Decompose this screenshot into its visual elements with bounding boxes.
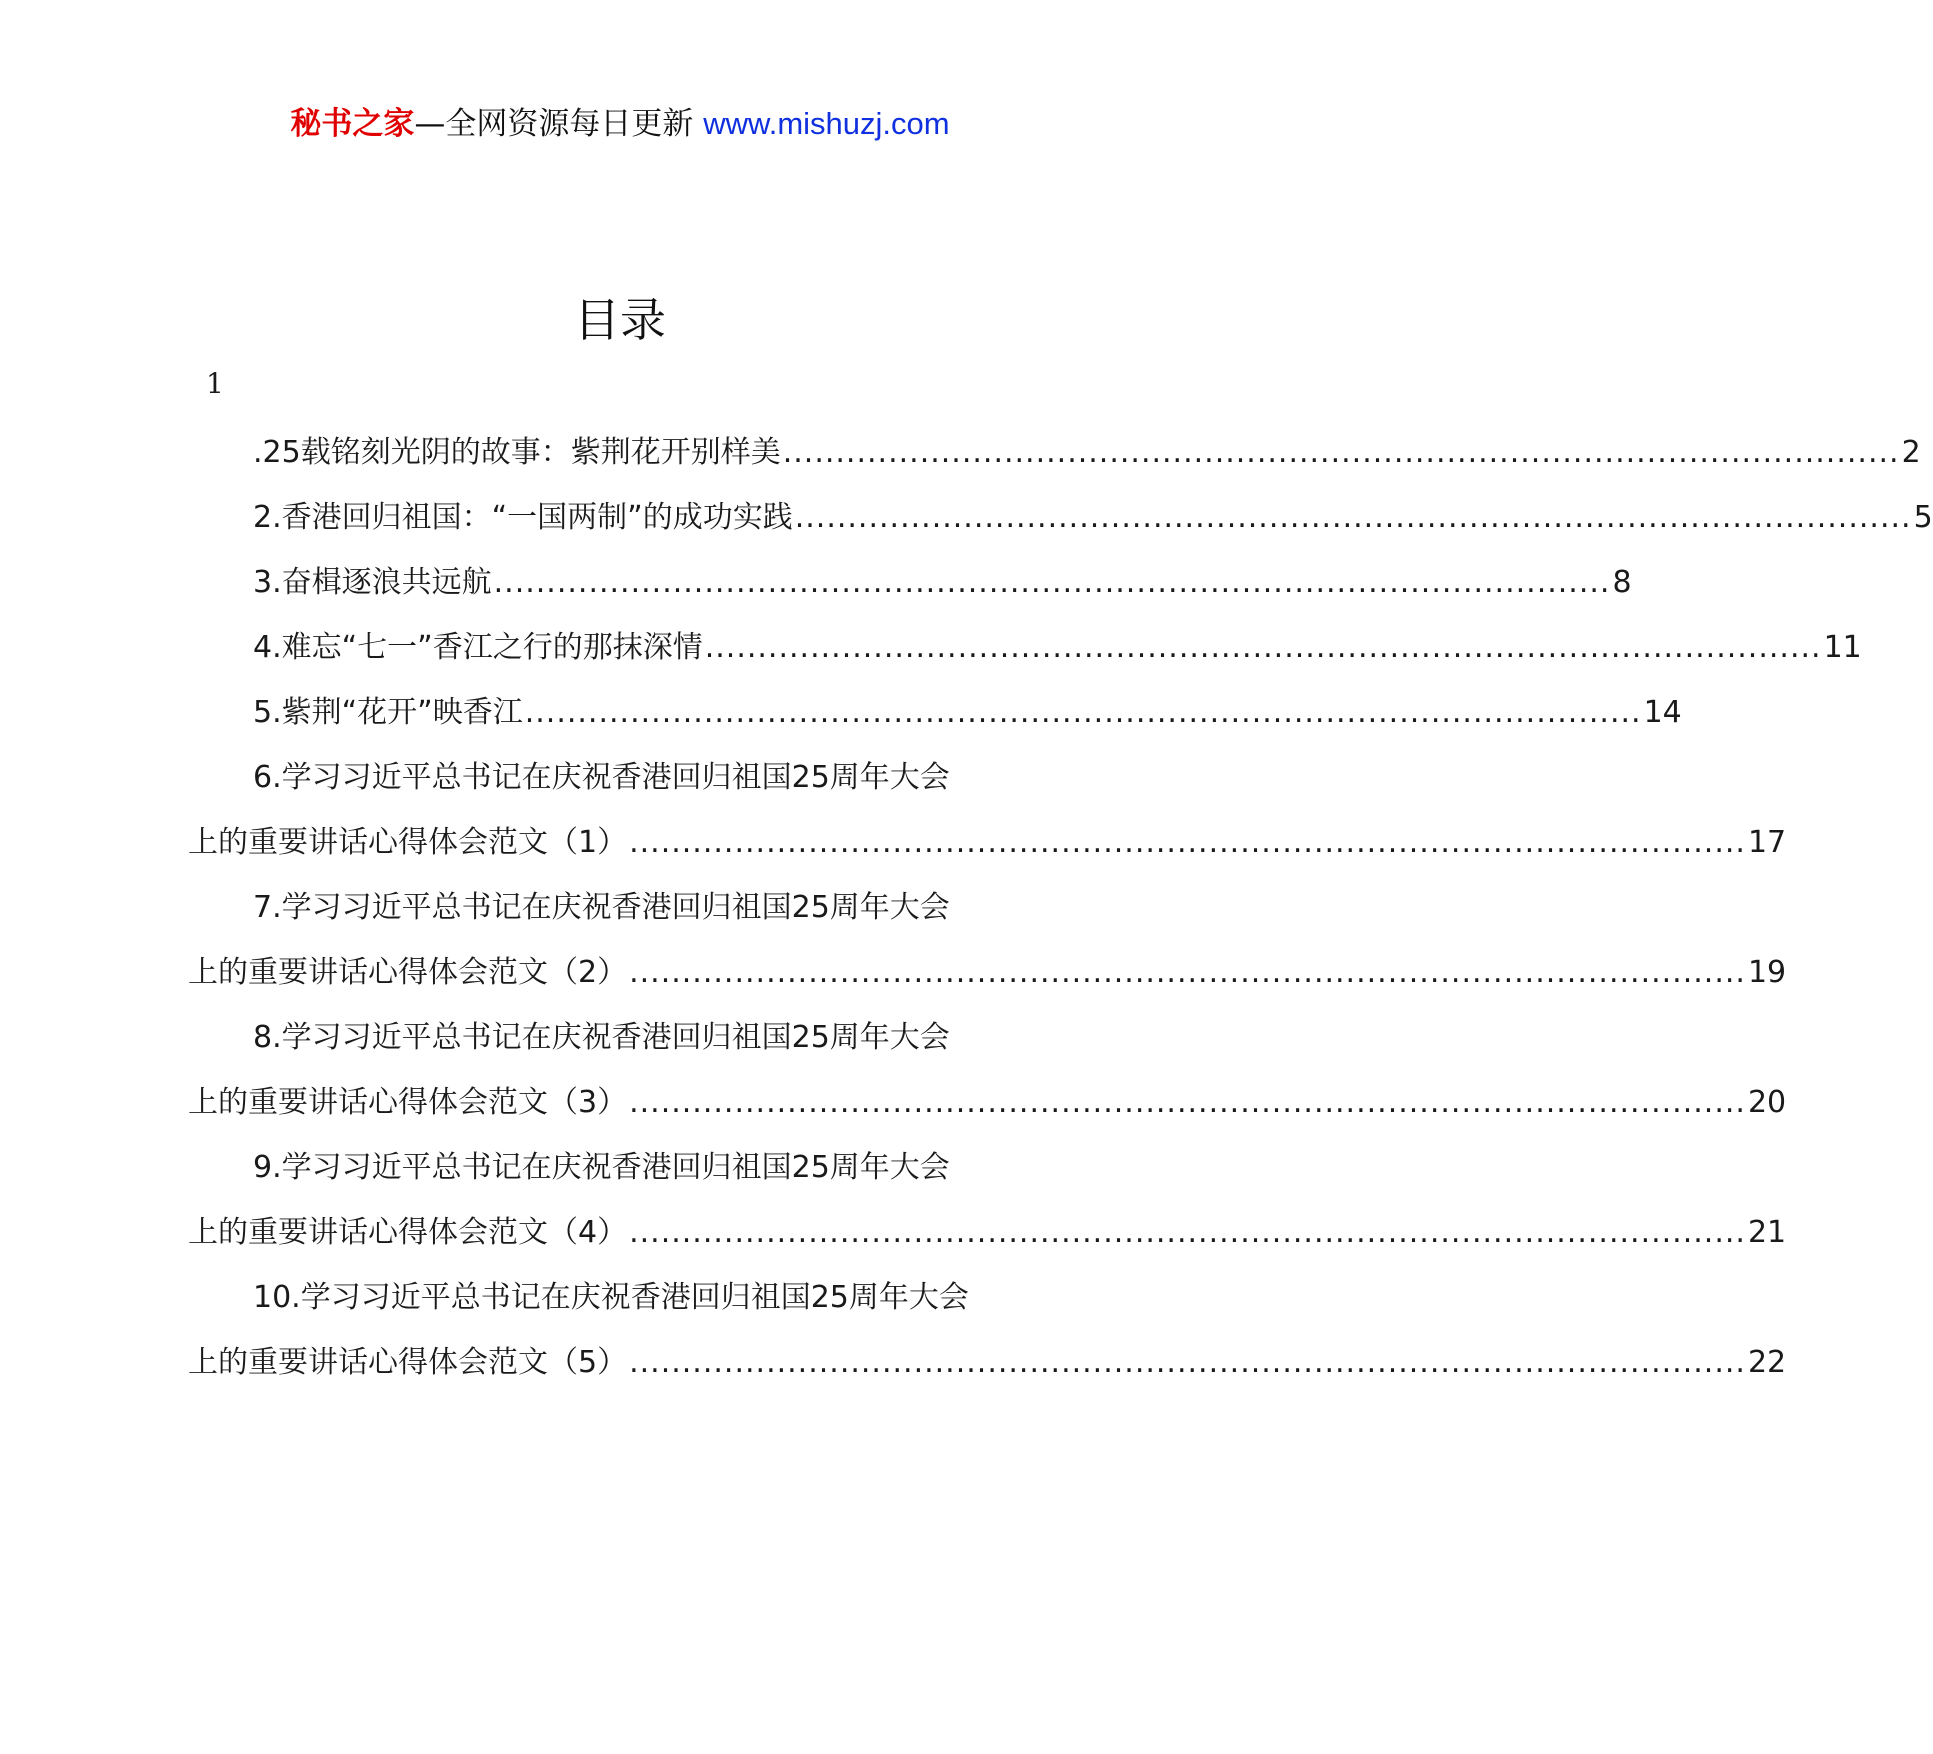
toc-entry-title-line1: 10.学习习近平总书记在庆祝香港回归祖国25周年大会	[253, 1280, 969, 1315]
toc-entry-3[interactable]	[188, 550, 1632, 615]
toc-leader-dots: ..........................................................................................................	[629, 1345, 1746, 1380]
toc-entry-title-line2: 上的重要讲话心得体会范文（5）	[188, 1345, 628, 1380]
toc-page-number: 20	[1747, 1085, 1787, 1120]
header-url-link[interactable]: www.mishuzj.com	[703, 106, 950, 141]
toc-entry-title: .25载铭刻光阴的故事：紫荆花开别样美	[253, 435, 781, 470]
toc-leader-dots: ..........................................................................................................	[629, 1215, 1746, 1250]
toc-leader-dots: ..........................................................................................................	[782, 435, 1900, 470]
page-title: 目录	[574, 293, 666, 347]
toc-entry-title: 5.紫荆“花开”映香江	[253, 695, 523, 730]
toc-entry-5[interactable]	[188, 680, 1682, 745]
toc-entry-title: 3.奋楫逐浪共远航	[253, 565, 492, 600]
toc-leader-dots: ..........................................................................................................	[629, 825, 1746, 860]
toc-page-number: 2	[1901, 435, 1921, 470]
page-header	[0, 100, 1240, 148]
table-of-contents	[188, 420, 1933, 1395]
toc-entry-9[interactable]	[188, 1135, 1787, 1265]
header-slogan: —全网资源每日更新	[414, 106, 694, 142]
toc-entry-title-line2: 上的重要讲话心得体会范文（4）	[188, 1215, 628, 1250]
stray-number: 1	[206, 367, 224, 400]
toc-entry-title-line2: 上的重要讲话心得体会范文（2）	[188, 955, 628, 990]
toc-entry-title-line1: 9.学习习近平总书记在庆祝香港回归祖国25周年大会	[253, 1150, 950, 1185]
toc-page-number: 8	[1612, 565, 1632, 600]
toc-entry-10[interactable]	[188, 1265, 1787, 1395]
toc-page-number: 14	[1643, 695, 1682, 730]
toc-entry-title-line1: 6.学习习近平总书记在庆祝香港回归祖国25周年大会	[253, 760, 950, 795]
toc-entry-4[interactable]	[188, 615, 1862, 680]
toc-entry-title-line2: 上的重要讲话心得体会范文（3）	[188, 1085, 628, 1120]
toc-leader-dots: ..........................................................................................................	[794, 500, 1912, 535]
toc-entry-6[interactable]	[188, 745, 1787, 875]
toc-page-number: 11	[1823, 630, 1862, 665]
toc-page-number: 21	[1747, 1215, 1787, 1250]
toc-entry-title-line2: 上的重要讲话心得体会范文（1）	[188, 825, 628, 860]
toc-entry-title-line1: 7.学习习近平总书记在庆祝香港回归祖国25周年大会	[253, 890, 950, 925]
toc-leader-dots: ..........................................................................................................	[629, 1085, 1746, 1120]
toc-entry-2[interactable]	[188, 485, 1933, 550]
toc-entry-7[interactable]	[188, 875, 1787, 1005]
toc-page-number: 17	[1747, 825, 1787, 860]
toc-entry-title-line1: 8.学习习近平总书记在庆祝香港回归祖国25周年大会	[253, 1020, 950, 1055]
toc-leader-dots: ..........................................................................................................	[524, 695, 1642, 730]
toc-leader-dots: ..........................................................................................................	[704, 630, 1822, 665]
toc-entry-1[interactable]	[188, 420, 1921, 485]
toc-entry-title: 2.香港回归祖国：“一国两制”的成功实践	[253, 500, 793, 535]
brand-name: 秘书之家	[290, 106, 415, 142]
toc-page-number: 22	[1747, 1345, 1787, 1380]
toc-leader-dots: ..........................................................................................................	[629, 955, 1746, 990]
toc-leader-dots: ..........................................................................................................	[493, 565, 1611, 600]
toc-page-number: 19	[1747, 955, 1787, 990]
toc-entry-title: 4.难忘“七一”香江之行的那抹深情	[253, 630, 703, 665]
toc-entry-8[interactable]	[188, 1005, 1787, 1135]
toc-page-number: 5	[1913, 500, 1933, 535]
